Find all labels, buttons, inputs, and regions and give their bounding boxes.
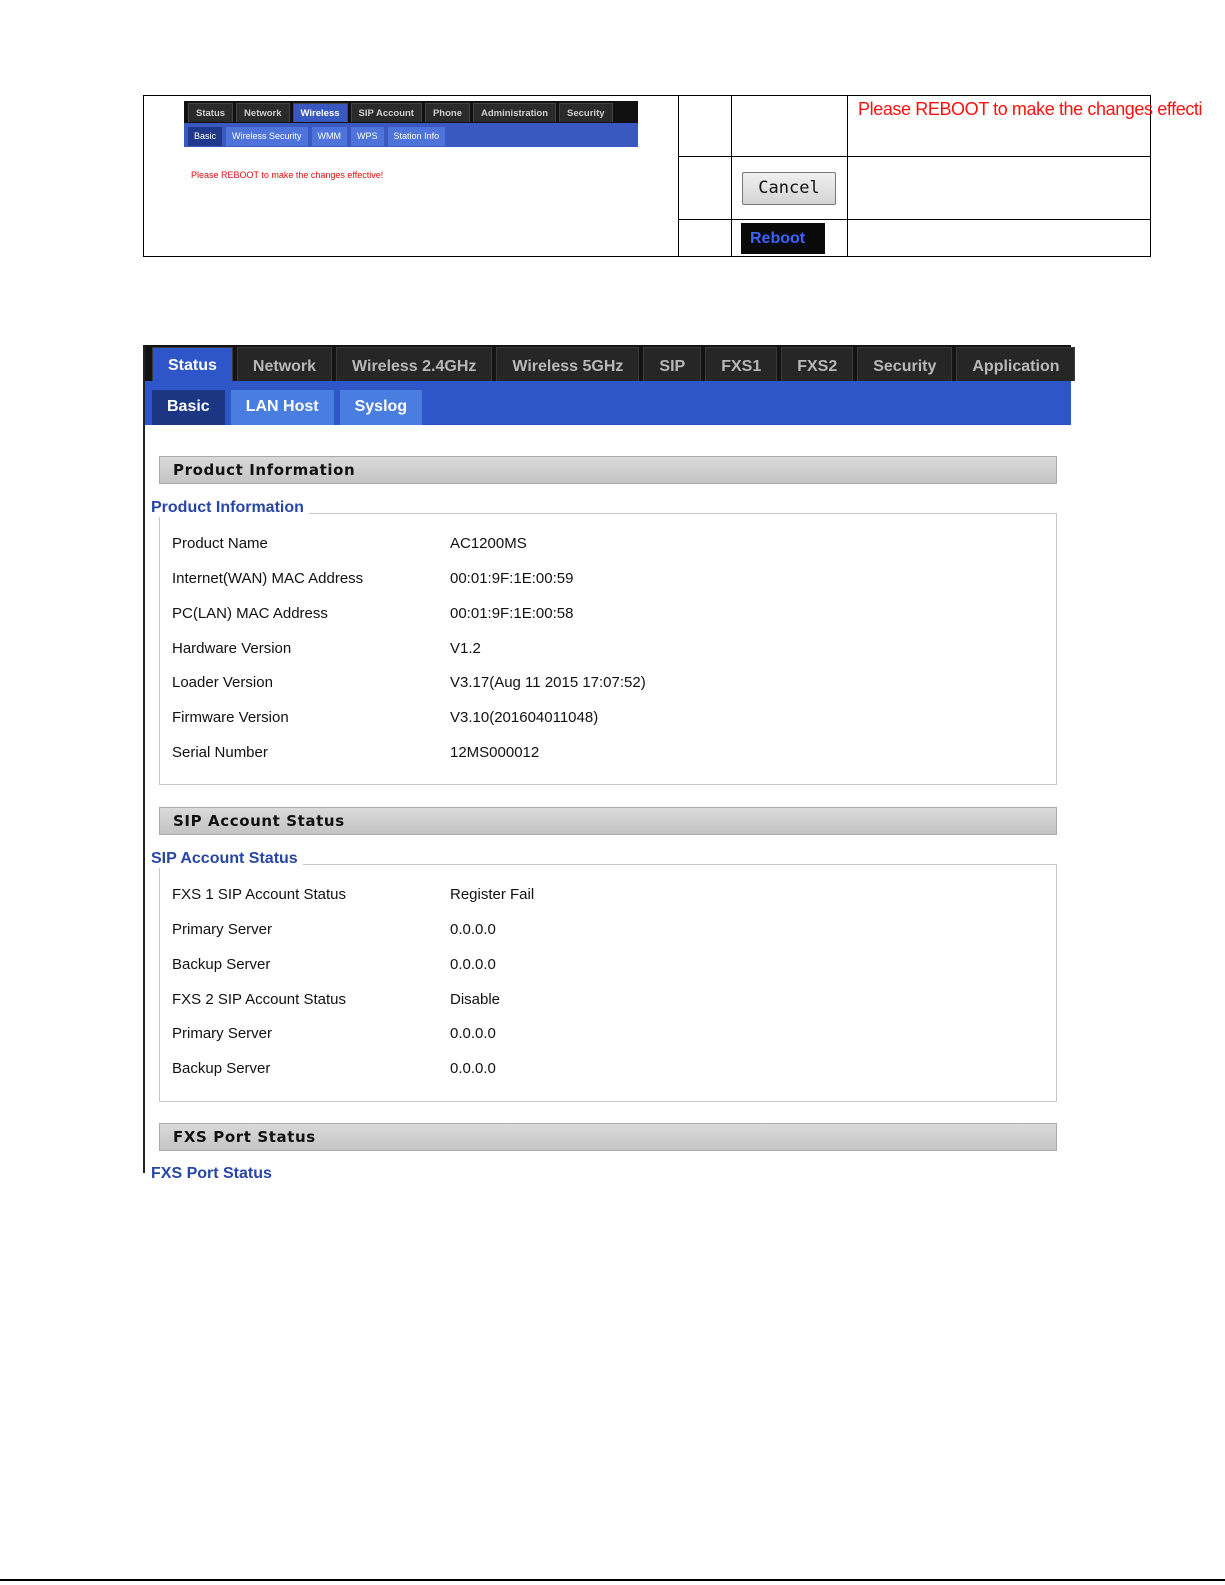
- table-cell: [732, 96, 848, 157]
- reboot-button[interactable]: [741, 223, 825, 254]
- table-cell: [848, 157, 1151, 219]
- tab-network[interactable]: Network: [237, 347, 332, 381]
- sip-value: Disable: [450, 991, 501, 1008]
- tab-application[interactable]: Application: [956, 347, 1075, 381]
- sip-account-status-header: SIP Account Status: [159, 807, 1057, 835]
- tab-fxs2[interactable]: FXS2: [781, 347, 853, 381]
- subtab-lan-host[interactable]: LAN Host: [231, 390, 334, 425]
- mini-tab-security[interactable]: Security: [559, 103, 613, 122]
- fxs-port-status-legend: FXS Port Status: [151, 1165, 272, 1182]
- mini-main-tabs: [184, 101, 638, 123]
- table-cell: [679, 96, 732, 157]
- tab-wireless-24ghz[interactable]: Wireless 2.4GHz: [336, 347, 492, 381]
- reference-table: [143, 95, 1203, 257]
- mini-subtab-wireless-security[interactable]: Wireless Security: [226, 127, 308, 146]
- reboot-button-cell: [732, 219, 848, 256]
- sub-tab-bar: [145, 381, 1071, 425]
- info-label: Loader Version: [172, 674, 273, 691]
- info-value: 00:01:9F:1E:00:59: [450, 570, 574, 587]
- reboot-message: Please REBOOT to make the changes effecti: [858, 99, 1203, 119]
- subtab-basic[interactable]: Basic: [152, 390, 225, 425]
- mini-screenshot-cell: [144, 96, 679, 257]
- mini-tab-sip-account[interactable]: SIP Account: [351, 103, 422, 122]
- info-value: V3.17(Aug 11 2015 17:07:52): [450, 674, 646, 691]
- product-information-fieldset: [159, 513, 1057, 785]
- mini-sub-tabs: [184, 123, 638, 147]
- fxs-port-status-header: FXS Port Status: [159, 1123, 1057, 1151]
- subtab-syslog[interactable]: Syslog: [340, 390, 422, 425]
- mini-tab-wireless[interactable]: Wireless: [293, 103, 348, 122]
- tab-status[interactable]: Status: [152, 347, 233, 381]
- sip-value: 0.0.0.0: [450, 1060, 496, 1077]
- sip-label: FXS 2 SIP Account Status: [172, 991, 346, 1008]
- product-information-header: Product Information: [159, 456, 1057, 484]
- mini-router-screenshot: [144, 96, 678, 256]
- mini-subtab-station-info[interactable]: Station Info: [388, 127, 446, 146]
- product-information-legend: Product Information: [151, 499, 309, 517]
- sip-label: Primary Server: [172, 921, 273, 938]
- page-bottom-rule: [0, 1579, 1225, 1581]
- sip-value: 0.0.0.0: [450, 956, 496, 973]
- sip-label: Primary Server: [172, 1025, 273, 1042]
- mini-tab-network[interactable]: Network: [236, 103, 289, 122]
- cancel-button-cell: [732, 157, 848, 219]
- cancel-button[interactable]: Cancel: [742, 172, 836, 205]
- reboot-message-cell: [848, 96, 1203, 157]
- info-label: Product Name: [172, 535, 268, 552]
- info-value: 12MS000012: [450, 744, 540, 761]
- info-value: AC1200MS: [450, 535, 527, 552]
- info-label: Serial Number: [172, 744, 268, 761]
- tab-fxs1[interactable]: FXS1: [705, 347, 777, 381]
- main-tab-bar: [145, 345, 1071, 381]
- table-cell: [679, 157, 732, 219]
- tab-sip[interactable]: SIP: [643, 347, 701, 381]
- sip-label: Backup Server: [172, 1060, 271, 1077]
- sip-value: Register Fail: [450, 886, 535, 903]
- table-cell: [848, 219, 1151, 256]
- router-status-screenshot: [143, 345, 1069, 1182]
- mini-subtab-basic[interactable]: Basic: [188, 127, 222, 146]
- tab-security[interactable]: Security: [857, 347, 952, 381]
- mini-tab-status[interactable]: Status: [188, 103, 233, 122]
- info-value: 00:01:9F:1E:00:58: [450, 605, 574, 622]
- mini-tab-phone[interactable]: Phone: [425, 103, 470, 122]
- mini-tab-administration[interactable]: Administration: [473, 103, 556, 122]
- sip-label: Backup Server: [172, 956, 271, 973]
- sip-label: FXS 1 SIP Account Status: [172, 886, 346, 903]
- sip-value: 0.0.0.0: [450, 1025, 496, 1042]
- info-label: Internet(WAN) MAC Address: [172, 570, 364, 587]
- mini-reboot-message: Please REBOOT to make the changes effective!: [191, 170, 384, 180]
- sip-account-status-legend: SIP Account Status: [151, 850, 303, 868]
- reboot-button-label: Reboot: [750, 229, 806, 247]
- info-value: V3.10(201604011048): [450, 709, 599, 726]
- mini-subtab-wmm[interactable]: WMM: [312, 127, 348, 146]
- tab-wireless-5ghz[interactable]: Wireless 5GHz: [496, 347, 639, 381]
- mini-subtab-wps[interactable]: WPS: [351, 127, 384, 146]
- info-value: V1.2: [450, 640, 481, 657]
- table-cell: [679, 219, 732, 256]
- info-label: Firmware Version: [172, 709, 289, 726]
- info-label: Hardware Version: [172, 640, 292, 657]
- info-label: PC(LAN) MAC Address: [172, 605, 328, 622]
- sip-value: 0.0.0.0: [450, 921, 496, 938]
